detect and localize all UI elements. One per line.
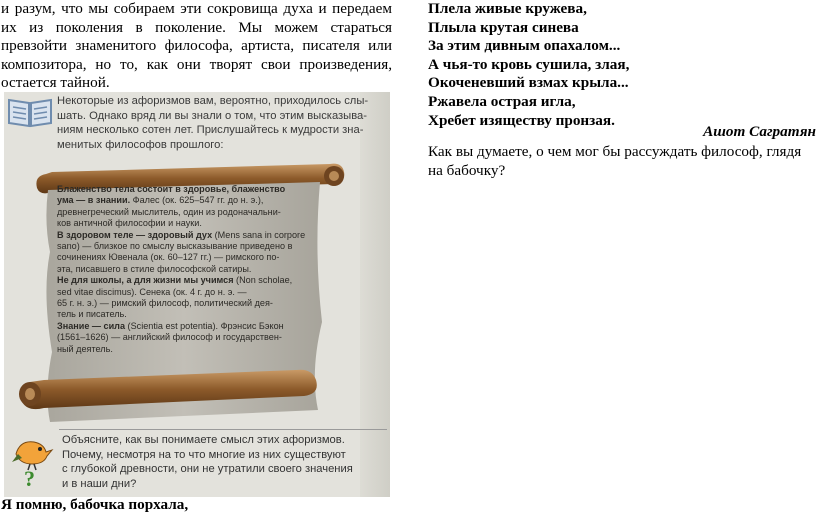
poem-line: Ржавела острая игла, <box>428 92 576 110</box>
textbook-scan <box>4 92 390 497</box>
textbook-question <box>62 433 382 491</box>
scroll-line: sed vitae discimus). Сенека (ок. 4 г. до н. э. — <box>57 286 247 297</box>
scroll-line: тель и писатель. <box>57 309 127 320</box>
question-line: и в наши дни? <box>62 477 137 490</box>
scroll-line: sano) — близкое по смыслу высказывание приведено в <box>57 241 293 252</box>
left-line: и разум, что мы собираем эти сокровища духа и передаем <box>1 0 392 17</box>
scroll-line: Знание — сила (Scientia est potentia). Фрэнсис Бэкон <box>57 320 284 331</box>
left-line: остается тайной. <box>1 74 110 91</box>
poem-line: А чья-то кровь сушила, злая, <box>428 55 630 73</box>
poem-line: Плыла крутая синева <box>428 18 579 36</box>
intro-line: менитых философов прошлого: <box>57 138 224 151</box>
poem-line: Плела живые кружева, <box>428 0 587 17</box>
svg-text:?: ? <box>24 466 35 488</box>
scroll-line: Не для школы, а для жизни мы учимся (Non scholae, <box>57 275 293 286</box>
poem-author: Ашот Сагратян <box>703 123 816 140</box>
intro-line: ниям несколько сотен лет. Прислушайтесь к мудрости зна- <box>57 124 364 136</box>
left-paragraph <box>1 0 392 93</box>
left-line: их из поколения в поколение. Мы можем стараться <box>1 18 392 36</box>
scroll-line: Блаженство тела состоит в здоровье, блаженство <box>57 184 286 194</box>
poem-line: Хребет изяществу пронзая. <box>428 111 615 129</box>
question-line: Почему, несмотря на то что многие из них существуют <box>62 448 346 461</box>
poem-first-line: Я помню, бабочка порхала, <box>1 496 189 513</box>
poem-line: За этим дивным опахалом... <box>428 37 621 55</box>
left-line: превзойти знаменитого философа, артиста, писателя или <box>1 37 392 54</box>
scroll-line: ков античной философии и науки. <box>57 218 202 229</box>
scroll-line: эта, писавшего в стиле философской сатиры. <box>57 263 252 274</box>
discussion-question <box>428 143 814 180</box>
poem-line: Окоченевший взмах крыла... <box>428 74 629 92</box>
scroll-line: (1561–1626) — английский философ и государствен- <box>57 332 282 343</box>
scroll-line: В здоровом теле — здоровый дух (Mens sana in corpore <box>57 229 306 240</box>
scroll-line: ный деятель. <box>57 343 113 354</box>
scroll-line: 65 г. н. э.) — римский философ, политический дея- <box>57 298 273 309</box>
intro-line: шать. Однако вряд ли вы знали о том, что этим высказыва- <box>57 109 367 122</box>
poem <box>428 0 629 130</box>
question-right-line: на бабочку? <box>428 161 506 179</box>
question-right-line: Как вы думаете, о чем мог бы рассуждать философ, глядя <box>428 143 802 160</box>
intro-line: Некоторые из афоризмов вам, вероятно, приходилось слы- <box>57 95 369 107</box>
question-divider <box>59 429 387 430</box>
left-line: композитора, но то, как они творят свои произведения, <box>1 55 392 73</box>
bird-question-icon <box>10 432 54 488</box>
scroll-line: древнегреческий мыслитель, один из родоначальни- <box>57 206 281 217</box>
question-line: с глубокой древности, они не утратили своего значения <box>62 463 353 475</box>
scroll-line: сочинениях Ювенала (ок. 60–127 гг.) — римского по- <box>57 252 280 263</box>
scroll-line: ума — в знании. Фалес (ок. 625–547 гг. до н. э.), <box>57 195 264 206</box>
question-line: Объясните, как вы понимаете смысл этих афоризмов. <box>62 434 345 446</box>
scroll-aphorisms <box>57 184 306 355</box>
